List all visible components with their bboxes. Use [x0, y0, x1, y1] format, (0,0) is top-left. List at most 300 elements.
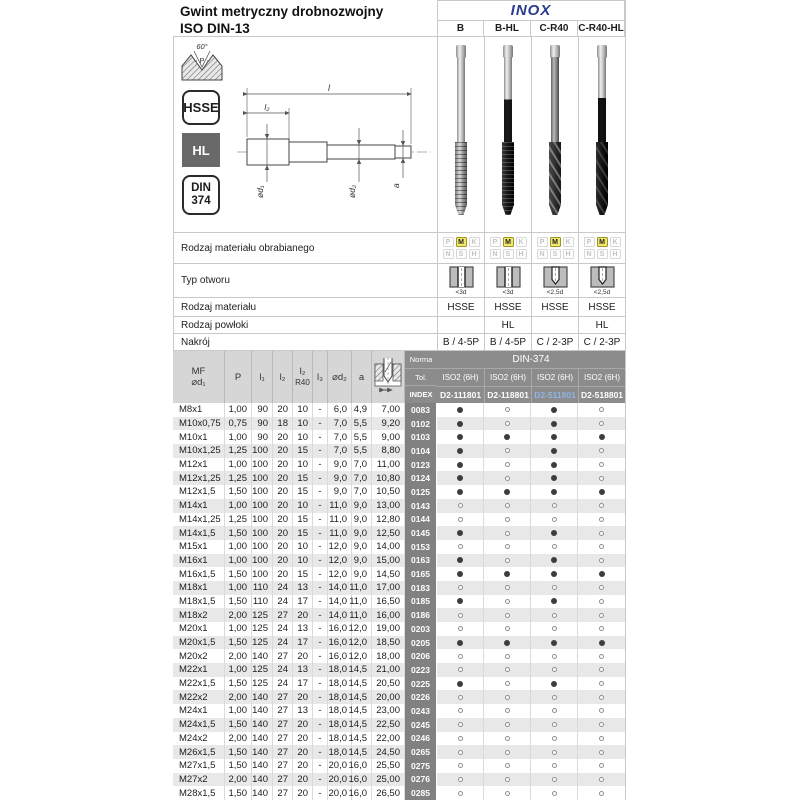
cell-size: M8x1 [173, 403, 225, 417]
tolerance-value: ISO2 (6H) [578, 369, 625, 386]
cell-index: 0144 [405, 513, 437, 527]
cell-d2: 7,0 [328, 430, 352, 444]
availability-dot-filled [504, 434, 510, 440]
chamfer-value: B / 4-5P [484, 334, 531, 350]
table-row [173, 581, 625, 595]
availability-dot-hollow [505, 517, 510, 522]
hole-type-row [173, 263, 625, 297]
hole-depth-label: <3d [502, 288, 514, 296]
cell-availability-c-r40-hl [578, 403, 625, 417]
availability-dot-filled [457, 448, 463, 454]
cell-l2: 20 [273, 471, 293, 485]
cell-index: 0243 [405, 704, 437, 718]
cell-index: 0205 [405, 636, 437, 650]
cell-d2: 11,0 [328, 499, 352, 513]
table-row [173, 403, 625, 417]
cell-pitch: 2,00 [225, 690, 252, 704]
cell-size: M10x1,25 [173, 444, 225, 458]
cell-l2: 20 [273, 499, 293, 513]
cell-l2: 24 [273, 595, 293, 609]
availability-dot-hollow [505, 585, 510, 590]
cell-l2: 24 [273, 636, 293, 650]
availability-dot-filled [551, 475, 557, 481]
cell-l2: 20 [273, 526, 293, 540]
cell-availability-c-r40 [531, 773, 578, 787]
cell-pitch: 1,50 [225, 567, 252, 581]
cell-availability-b-hl [484, 417, 531, 431]
cell-l2: 27 [273, 608, 293, 622]
cell-l2: 27 [273, 786, 293, 800]
cell-pitch: 1,00 [225, 554, 252, 568]
cell-availability-b [437, 417, 484, 431]
cell-l2: 20 [273, 554, 293, 568]
cell-index: 0163 [405, 554, 437, 568]
availability-dot-hollow [505, 708, 510, 713]
cell-l2: 27 [273, 718, 293, 732]
cell-l3: - [313, 649, 328, 663]
cell-index: 0102 [405, 417, 437, 431]
cell-d2: 18,0 [328, 663, 352, 677]
din-line2: 374 [191, 195, 211, 207]
cell-drill-dia: 11,00 [372, 458, 405, 472]
cell-availability-b [437, 745, 484, 759]
cell-drill-dia: 25,50 [372, 759, 405, 773]
material-value: HSSE [484, 298, 531, 316]
col-header-drill-icon [372, 351, 405, 403]
din-header-grid [437, 351, 625, 403]
cell-availability-b [437, 608, 484, 622]
cell-availability-c-r40-hl [578, 636, 625, 650]
cell-a: 14,5 [352, 704, 372, 718]
cell-d2: 18,0 [328, 690, 352, 704]
cell-d2: 9,0 [328, 485, 352, 499]
availability-dot-filled [551, 462, 557, 468]
index-code-c-r40-hl[interactable]: D2-518801 [578, 387, 625, 404]
dimension-drawing [237, 82, 433, 222]
cell-drill-dia: 14,00 [372, 540, 405, 554]
cell-availability-c-r40 [531, 444, 578, 458]
cell-availability-c-r40-hl [578, 690, 625, 704]
availability-dot-hollow [458, 695, 463, 700]
table-row [173, 649, 625, 663]
cell-index: 0275 [405, 759, 437, 773]
availability-dot-filled [551, 571, 557, 577]
cell-availability-b-hl [484, 690, 531, 704]
hsse-badge: HSSE [182, 90, 220, 125]
iso-group-p: P [443, 237, 454, 247]
cell-availability-b [437, 595, 484, 609]
cell-l3: - [313, 704, 328, 718]
cell-availability-c-r40-hl [578, 567, 625, 581]
cell-availability-c-r40 [531, 499, 578, 513]
cell-l1: 140 [252, 732, 273, 746]
cell-pitch: 1,50 [225, 595, 252, 609]
page-title-line2: ISO DIN-13 [180, 21, 250, 36]
iso-groups [531, 233, 578, 263]
cell-d2: 18,0 [328, 718, 352, 732]
cell-availability-c-r40 [531, 649, 578, 663]
iso-group-p: P [490, 237, 501, 247]
cell-drill-dia: 12,50 [372, 526, 405, 540]
cell-l1: 140 [252, 649, 273, 663]
cell-availability-b-hl [484, 595, 531, 609]
availability-dot-filled [551, 681, 557, 687]
cell-pitch: 1,00 [225, 663, 252, 677]
table-row [173, 595, 625, 609]
cell-a: 9,0 [352, 513, 372, 527]
cell-l1: 125 [252, 663, 273, 677]
cell-l3: - [313, 403, 328, 417]
cell-pitch: 1,00 [225, 458, 252, 472]
din-line1: DIN [191, 182, 211, 194]
cell-availability-b-hl [484, 471, 531, 485]
cell-size: M16x1 [173, 554, 225, 568]
cell-l3: - [313, 759, 328, 773]
cell-l3: - [313, 663, 328, 677]
cell-size: M24x2 [173, 732, 225, 746]
cell-availability-c-r40 [531, 458, 578, 472]
availability-dot-hollow [599, 503, 604, 508]
cell-size: M22x1,5 [173, 677, 225, 691]
availability-dot-filled [551, 598, 557, 604]
iso-groups [578, 233, 625, 263]
cell-size: M10x0,75 [173, 417, 225, 431]
availability-dot-hollow [505, 722, 510, 727]
cell-availability-b [437, 649, 484, 663]
cell-d2: 12,0 [328, 554, 352, 568]
cell-l3: - [313, 636, 328, 650]
cell-availability-c-r40-hl [578, 608, 625, 622]
cell-l2: 27 [273, 773, 293, 787]
cell-l1: 100 [252, 458, 273, 472]
availability-dot-hollow [552, 517, 557, 522]
cell-l2-r40: 13 [293, 704, 313, 718]
cell-a: 14,5 [352, 690, 372, 704]
cell-l2-r40: 15 [293, 471, 313, 485]
cell-l1: 140 [252, 786, 273, 800]
cell-availability-b-hl [484, 540, 531, 554]
availability-dot-hollow [599, 626, 604, 631]
table-row [173, 458, 625, 472]
iso-group-row [490, 237, 527, 247]
availability-dot-hollow [599, 517, 604, 522]
cell-a: 12,0 [352, 622, 372, 636]
cell-a: 9,0 [352, 499, 372, 513]
cell-availability-c-r40-hl [578, 513, 625, 527]
availability-dot-hollow [505, 599, 510, 604]
cell-availability-b [437, 444, 484, 458]
hole-type-cell [578, 264, 625, 297]
variant-col-b: B [437, 21, 484, 37]
tap-photo-b [441, 43, 481, 229]
cell-l3: - [313, 458, 328, 472]
cell-drill-dia: 22,50 [372, 718, 405, 732]
cell-drill-dia: 23,00 [372, 704, 405, 718]
availability-dot-hollow [552, 585, 557, 590]
index-code-c-r40[interactable]: D2-511801 [531, 387, 578, 404]
cell-size: M10x1 [173, 430, 225, 444]
col-header-l3: l₃ [313, 351, 328, 403]
cell-d2: 12,0 [328, 567, 352, 581]
variant-col-c-r40: C-R40 [531, 21, 578, 37]
tap-photo-c-r40 [535, 43, 575, 229]
svg-text:l: l [328, 83, 330, 93]
iso-group-p: P [584, 237, 595, 247]
spec-table-body [173, 403, 625, 800]
cell-availability-c-r40-hl [578, 745, 625, 759]
photo-cell-b-hl [484, 37, 531, 232]
availability-dot-hollow [458, 667, 463, 672]
availability-dot-hollow [505, 613, 510, 618]
cell-l2: 27 [273, 690, 293, 704]
availability-dot-hollow [505, 763, 510, 768]
cell-drill-dia: 20,50 [372, 677, 405, 691]
cell-a: 7,0 [352, 458, 372, 472]
table-row [173, 690, 625, 704]
cell-d2: 9,0 [328, 471, 352, 485]
cell-drill-dia: 7,00 [372, 403, 405, 417]
cell-index: 0123 [405, 458, 437, 472]
cell-availability-c-r40-hl [578, 622, 625, 636]
cell-index: 0103 [405, 430, 437, 444]
availability-dot-hollow [458, 763, 463, 768]
cell-l2: 20 [273, 403, 293, 417]
table-row [173, 636, 625, 650]
cell-d2: 18,0 [328, 677, 352, 691]
cell-availability-c-r40-hl [578, 499, 625, 513]
index-code-b[interactable]: D2-111801 [439, 389, 482, 400]
cell-availability-c-r40 [531, 704, 578, 718]
cell-availability-b [437, 526, 484, 540]
cell-size: M12x1 [173, 458, 225, 472]
availability-dot-filled [457, 434, 463, 440]
cell-availability-c-r40 [531, 595, 578, 609]
availability-dot-hollow [552, 503, 557, 508]
cell-l1: 125 [252, 677, 273, 691]
iso-group-row [537, 249, 574, 259]
cell-size: M24x1,5 [173, 718, 225, 732]
series-name: INOX [437, 0, 625, 21]
iso-group-row [443, 249, 480, 259]
cell-availability-b [437, 759, 484, 773]
cell-l3: - [313, 485, 328, 499]
photo-cell-b [437, 37, 484, 232]
availability-dot-hollow [505, 750, 510, 755]
cell-l2-r40: 17 [293, 595, 313, 609]
cell-pitch: 1,25 [225, 444, 252, 458]
availability-dot-hollow [552, 777, 557, 782]
cell-l2-r40: 17 [293, 636, 313, 650]
svg-text:l₂: l₂ [264, 102, 270, 112]
cell-availability-c-r40-hl [578, 458, 625, 472]
table-row [173, 608, 625, 622]
iso-group-m: M [550, 237, 561, 247]
cell-a: 7,0 [352, 485, 372, 499]
cell-d2: 7,0 [328, 444, 352, 458]
cell-size: M28x1,5 [173, 786, 225, 800]
index-code-b-hl[interactable]: D2-118801 [484, 387, 531, 404]
cell-d2: 12,0 [328, 540, 352, 554]
cell-availability-b [437, 581, 484, 595]
cell-l3: - [313, 595, 328, 609]
table-row [173, 540, 625, 554]
availability-dot-hollow [599, 448, 604, 453]
cell-drill-dia: 25,00 [372, 773, 405, 787]
material-label: Rodzaj materiału [181, 301, 257, 313]
cell-availability-c-r40-hl [578, 526, 625, 540]
cell-drill-dia: 8,80 [372, 444, 405, 458]
norma-value: DIN-374 [437, 351, 625, 369]
availability-dot-hollow [599, 599, 604, 604]
availability-dot-hollow [552, 763, 557, 768]
cell-availability-c-r40-hl [578, 554, 625, 568]
cell-availability-b [437, 513, 484, 527]
cell-l1: 100 [252, 471, 273, 485]
cell-pitch: 1,50 [225, 745, 252, 759]
cell-a: 9,0 [352, 567, 372, 581]
iso-group-row [490, 249, 527, 259]
cell-l1: 100 [252, 485, 273, 499]
cell-l1: 140 [252, 759, 273, 773]
availability-dot-hollow [505, 681, 510, 686]
cell-availability-b-hl [484, 636, 531, 650]
coating-row [173, 316, 625, 333]
cell-availability-c-r40 [531, 430, 578, 444]
cell-index: 0145 [405, 526, 437, 540]
availability-dot-filled [551, 407, 557, 413]
iso-group-row [537, 237, 574, 247]
availability-dot-filled [457, 571, 463, 577]
cell-drill-dia: 20,00 [372, 690, 405, 704]
availability-dot-hollow [599, 585, 604, 590]
coating-value: HL [578, 317, 625, 333]
cell-a: 16,0 [352, 759, 372, 773]
cell-l3: - [313, 430, 328, 444]
cell-l2-r40: 20 [293, 649, 313, 663]
cell-l2: 20 [273, 485, 293, 499]
cell-l2-r40: 15 [293, 485, 313, 499]
blind-hole-icon [590, 266, 615, 288]
cell-drill-dia: 18,00 [372, 649, 405, 663]
cell-availability-b-hl [484, 773, 531, 787]
cell-index: 0153 [405, 540, 437, 554]
workpiece-material-label: Rodzaj materiału obrabianego [181, 242, 315, 254]
cell-d2: 14,0 [328, 581, 352, 595]
cell-pitch: 2,00 [225, 649, 252, 663]
cell-availability-b [437, 403, 484, 417]
table-row [173, 759, 625, 773]
cell-index: 0265 [405, 745, 437, 759]
cell-index: 0183 [405, 581, 437, 595]
iso-group-h: H [469, 249, 480, 259]
iso-group-m: M [456, 237, 467, 247]
coating-label: Rodzaj powłoki [181, 319, 249, 331]
cell-a: 14,5 [352, 732, 372, 746]
availability-dot-hollow [599, 544, 604, 549]
cell-l2: 20 [273, 458, 293, 472]
availability-dot-hollow [458, 517, 463, 522]
tolerance-value: ISO2 (6H) [531, 369, 578, 386]
cell-pitch: 1,00 [225, 581, 252, 595]
cell-l1: 100 [252, 513, 273, 527]
cell-l1: 125 [252, 636, 273, 650]
cell-availability-b-hl [484, 485, 531, 499]
table-row [173, 430, 625, 444]
table-row [173, 417, 625, 431]
cell-size: M27x1,5 [173, 759, 225, 773]
iso-group-n: N [443, 249, 454, 259]
cell-l2-r40: 20 [293, 745, 313, 759]
cell-availability-c-r40-hl [578, 430, 625, 444]
cell-size: M20x2 [173, 649, 225, 663]
cell-l2-r40: 10 [293, 403, 313, 417]
availability-dot-hollow [552, 613, 557, 618]
cell-availability-c-r40 [531, 677, 578, 691]
cell-availability-c-r40 [531, 554, 578, 568]
availability-dot-filled [504, 489, 510, 495]
cell-availability-b [437, 540, 484, 554]
availability-dot-hollow [552, 750, 557, 755]
cell-l3: - [313, 554, 328, 568]
cell-availability-b-hl [484, 526, 531, 540]
availability-dot-hollow [599, 558, 604, 563]
cell-l1: 100 [252, 444, 273, 458]
cell-availability-c-r40-hl [578, 732, 625, 746]
availability-dot-hollow [599, 421, 604, 426]
availability-dot-hollow [599, 407, 604, 412]
cell-l3: - [313, 513, 328, 527]
cell-availability-c-r40-hl [578, 581, 625, 595]
coating-value: HL [484, 317, 531, 333]
chamfer-value: B / 4-5P [437, 334, 484, 350]
availability-dot-hollow [599, 708, 604, 713]
cell-availability-b [437, 458, 484, 472]
cell-pitch: 1,25 [225, 513, 252, 527]
cell-l2: 27 [273, 649, 293, 663]
cell-l3: - [313, 622, 328, 636]
thread-profile-icon [180, 41, 224, 81]
cell-availability-b-hl [484, 663, 531, 677]
availability-dot-filled [457, 407, 463, 413]
availability-dot-hollow [599, 777, 604, 782]
cell-drill-dia: 16,00 [372, 608, 405, 622]
cell-size: M12x1,5 [173, 485, 225, 499]
hole-depth-label: <3d [455, 288, 467, 296]
table-row [173, 732, 625, 746]
cell-availability-b [437, 430, 484, 444]
cell-l1: 110 [252, 595, 273, 609]
availability-dot-hollow [458, 708, 463, 713]
availability-dot-hollow [505, 448, 510, 453]
cell-availability-c-r40 [531, 417, 578, 431]
cell-drill-dia: 10,50 [372, 485, 405, 499]
availability-dot-hollow [599, 681, 604, 686]
cell-pitch: 1,00 [225, 622, 252, 636]
workpiece-material-row [173, 232, 625, 263]
cell-size: M15x1 [173, 540, 225, 554]
cell-l2-r40: 20 [293, 773, 313, 787]
cell-a: 11,0 [352, 608, 372, 622]
cell-l3: - [313, 677, 328, 691]
cell-l2-r40: 20 [293, 718, 313, 732]
cell-availability-c-r40-hl [578, 471, 625, 485]
cell-l1: 125 [252, 622, 273, 636]
svg-text:a: a [391, 183, 401, 188]
col-header-d2: ⌀d₂ [328, 351, 352, 403]
iso-group-k: K [610, 237, 621, 247]
cell-availability-c-r40-hl [578, 485, 625, 499]
cell-l1: 90 [252, 417, 273, 431]
